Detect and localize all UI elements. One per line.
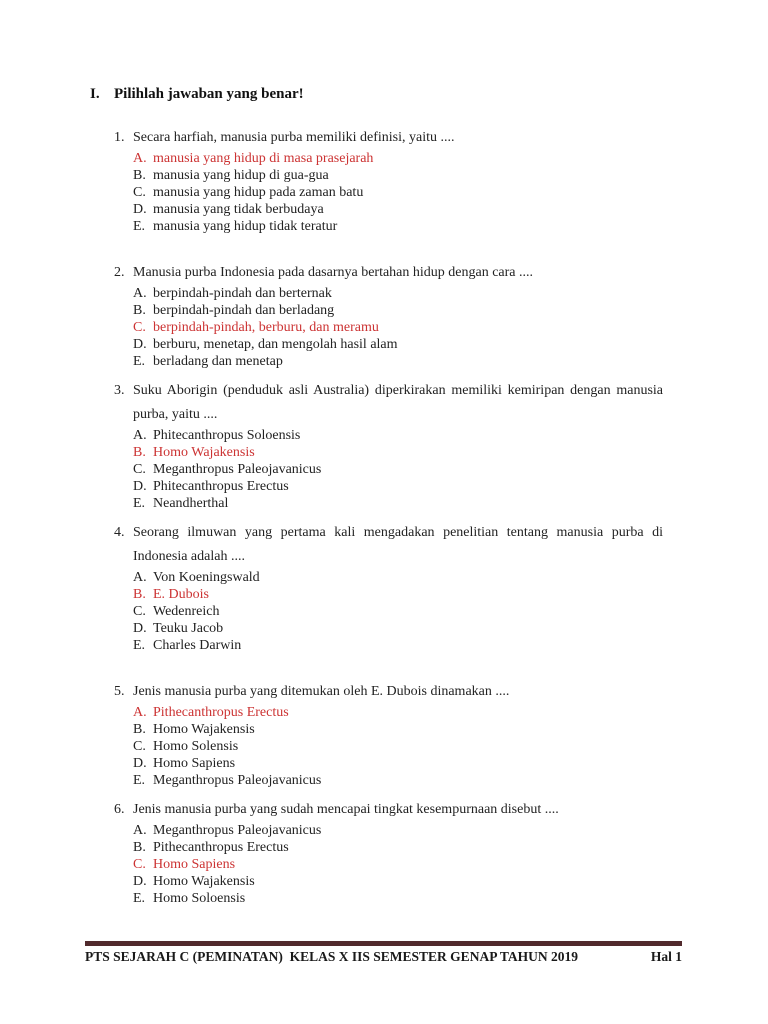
- question-text: Manusia purba Indonesia pada dasarnya bertahan hidup dengan cara ....: [133, 265, 534, 280]
- option-text: berladang dan menetap: [153, 354, 283, 369]
- option-letter: A.: [133, 286, 147, 301]
- section-title: Pilihlah jawaban yang benar!: [114, 86, 304, 102]
- option-text: Homo Solensis: [153, 739, 239, 754]
- question-number: 3.: [114, 383, 125, 398]
- option-text: Neandherthal: [153, 496, 229, 511]
- option-letter: B.: [133, 722, 146, 737]
- option-text: Homo Sapiens: [153, 756, 236, 771]
- option-row: [133, 603, 680, 620]
- option-row: [133, 704, 680, 721]
- option-letter: B.: [133, 840, 146, 855]
- option-letter: E.: [133, 891, 146, 906]
- option-list: [133, 822, 680, 907]
- question-text: Seorang ilmuwan yang pertama kali mengadakan penelitian tentang manusia purba di Indonesia adalah ....: [133, 525, 663, 564]
- option-text: Homo Wajakensis: [153, 722, 255, 737]
- section-numeral: I.: [90, 86, 100, 102]
- question-list: [114, 126, 680, 907]
- question-body: [133, 379, 680, 512]
- option-text: manusia yang hidup di masa prasejarah: [153, 151, 374, 166]
- option-letter: A.: [133, 428, 147, 443]
- option-text: Pithecanthropus Erectus: [153, 840, 289, 855]
- option-text: Wedenreich: [153, 604, 220, 619]
- question-text: Secara harfiah, manusia purba memiliki definisi, yaitu ....: [133, 130, 455, 145]
- option-text: Pithecanthropus Erectus: [153, 705, 289, 720]
- option-row: [133, 873, 680, 890]
- option-row: [133, 890, 680, 907]
- option-row: [133, 444, 680, 461]
- option-text: berpindah-pindah, berburu, dan meramu: [153, 320, 379, 335]
- option-text: manusia yang tidak berbudaya: [153, 202, 324, 217]
- option-text: Phitecanthropus Soloensis: [153, 428, 301, 443]
- option-letter: D.: [133, 874, 147, 889]
- option-letter: E.: [133, 354, 146, 369]
- question-number: 4.: [114, 525, 125, 540]
- option-text: E. Dubois: [153, 587, 209, 602]
- option-letter: C.: [133, 739, 146, 754]
- footer-rule: [85, 941, 682, 946]
- option-letter: C.: [133, 462, 146, 477]
- option-row: [133, 839, 680, 856]
- question-body: [133, 798, 680, 907]
- option-row: [133, 495, 680, 512]
- option-text: Homo Wajakensis: [153, 874, 255, 889]
- option-text: Phitecanthropus Erectus: [153, 479, 289, 494]
- footer-document-title: PTS SEJARAH C (PEMINATAN) KELAS X IIS SEMESTER GENAP TAHUN 2019: [85, 949, 578, 964]
- question-body: [133, 261, 680, 370]
- option-letter: E.: [133, 638, 146, 653]
- option-text: manusia yang hidup tidak teratur: [153, 219, 338, 234]
- question-number: 1.: [114, 130, 125, 145]
- option-text: Meganthropus Paleojavanicus: [153, 462, 322, 477]
- question-body: [133, 126, 680, 235]
- page-footer: [85, 941, 682, 965]
- option-text: Homo Wajakensis: [153, 445, 255, 460]
- option-text: Meganthropus Paleojavanicus: [153, 773, 322, 788]
- option-text: berpindah-pindah dan berladang: [153, 303, 335, 318]
- exam-content: [90, 84, 680, 916]
- option-row: [133, 336, 680, 353]
- option-row: [133, 201, 680, 218]
- option-letter: B.: [133, 445, 146, 460]
- option-row: [133, 218, 680, 235]
- footer-text-row: [85, 948, 682, 965]
- option-letter: A.: [133, 570, 147, 585]
- option-letter: C.: [133, 320, 146, 335]
- option-row: [133, 856, 680, 873]
- option-letter: D.: [133, 202, 147, 217]
- option-list: [133, 150, 680, 235]
- option-letter: A.: [133, 823, 147, 838]
- question-body: [133, 521, 680, 654]
- option-text: manusia yang hidup di gua-gua: [153, 168, 329, 183]
- option-letter: B.: [133, 168, 146, 183]
- option-text: manusia yang hidup pada zaman batu: [153, 185, 364, 200]
- option-row: [133, 184, 680, 201]
- option-list: [133, 427, 680, 512]
- option-text: Homo Sapiens: [153, 857, 236, 872]
- option-text: Homo Soloensis: [153, 891, 246, 906]
- option-letter: D.: [133, 479, 147, 494]
- option-letter: C.: [133, 604, 146, 619]
- option-letter: A.: [133, 705, 147, 720]
- question-number: 6.: [114, 802, 125, 817]
- option-row: [133, 285, 680, 302]
- option-row: [133, 150, 680, 167]
- option-letter: B.: [133, 587, 146, 602]
- option-text: Von Koeningswald: [153, 570, 260, 585]
- question-number: 5.: [114, 684, 125, 699]
- option-row: [133, 478, 680, 495]
- footer-page-number: Hal 1: [650, 949, 682, 964]
- option-letter: D.: [133, 621, 147, 636]
- question-text: Jenis manusia purba yang sudah mencapai tingkat kesempurnaan disebut ....: [133, 802, 559, 817]
- question-number: 2.: [114, 265, 125, 280]
- option-row: [133, 738, 680, 755]
- option-row: [133, 427, 680, 444]
- option-row: [133, 569, 680, 586]
- option-text: berburu, menetap, dan mengolah hasil alam: [153, 337, 398, 352]
- option-letter: E.: [133, 219, 146, 234]
- option-row: [133, 772, 680, 789]
- option-list: [133, 285, 680, 370]
- question-item: [114, 261, 680, 370]
- option-row: [133, 167, 680, 184]
- option-letter: C.: [133, 857, 146, 872]
- question-text: Suku Aborigin (penduduk asli Australia) diperkirakan memiliki kemiripan dengan manusia purba, yaitu ....: [133, 383, 663, 422]
- option-text: Teuku Jacob: [153, 621, 224, 636]
- option-row: [133, 721, 680, 738]
- option-row: [133, 302, 680, 319]
- option-text: Charles Darwin: [153, 638, 242, 653]
- question-item: [114, 798, 680, 907]
- section-heading: [90, 84, 680, 104]
- option-text: berpindah-pindah dan berternak: [153, 286, 332, 301]
- question-body: [133, 680, 680, 789]
- question-item: [114, 379, 680, 512]
- option-row: [133, 319, 680, 336]
- question-item: [114, 126, 680, 235]
- option-row: [133, 637, 680, 654]
- option-text: Meganthropus Paleojavanicus: [153, 823, 322, 838]
- question-item: [114, 521, 680, 654]
- option-row: [133, 586, 680, 603]
- option-row: [133, 822, 680, 839]
- option-letter: D.: [133, 337, 147, 352]
- option-letter: B.: [133, 303, 146, 318]
- option-row: [133, 755, 680, 772]
- option-letter: C.: [133, 185, 146, 200]
- option-list: [133, 704, 680, 789]
- question-item: [114, 680, 680, 789]
- option-letter: A.: [133, 151, 147, 166]
- option-row: [133, 461, 680, 478]
- question-text: Jenis manusia purba yang ditemukan oleh E. Dubois dinamakan ....: [133, 684, 510, 699]
- option-letter: E.: [133, 773, 146, 788]
- option-letter: E.: [133, 496, 146, 511]
- option-list: [133, 569, 680, 654]
- option-row: [133, 620, 680, 637]
- option-letter: D.: [133, 756, 147, 771]
- option-row: [133, 353, 680, 370]
